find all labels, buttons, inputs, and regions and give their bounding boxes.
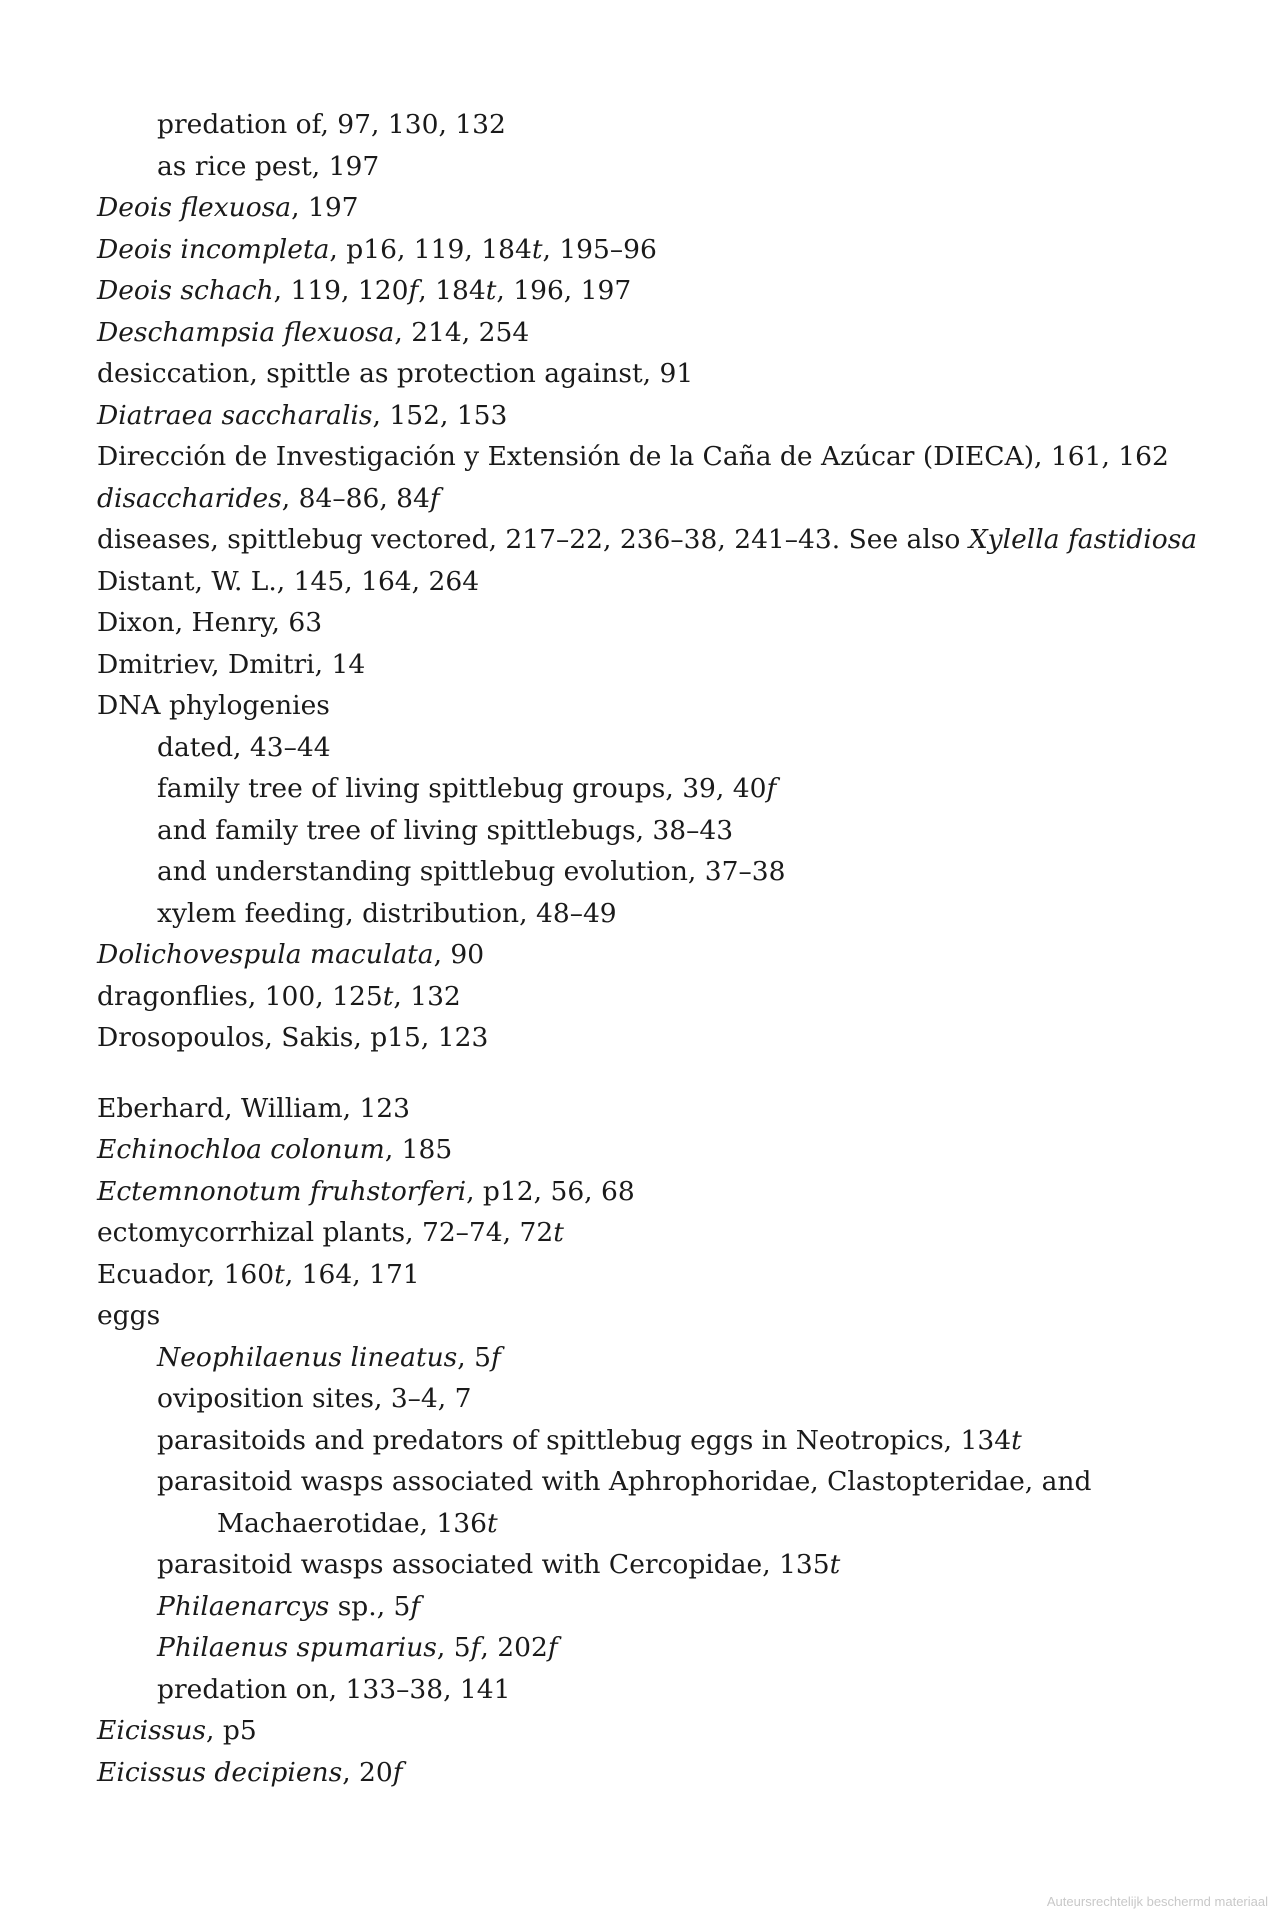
entry-text: eggs (97, 1300, 161, 1331)
entry-text: t (382, 980, 394, 1012)
entry-text: , 5 (457, 1341, 491, 1373)
entry-text: Dixon, Henry, 63 (97, 607, 323, 638)
entry-text: , p16, 119, 184 (329, 233, 532, 265)
entry-text: diseases, spittlebug vectored, 217–22, 236–38, 241–43. See also (97, 524, 969, 555)
entry-text: , 5 (436, 1632, 471, 1663)
index-subentry (97, 1461, 1217, 1503)
entry-text: Deois schach (97, 275, 274, 306)
entry-text: , 90 (433, 939, 485, 970)
entry-text: , 184 (418, 275, 486, 306)
index-subentry (97, 768, 1217, 810)
index-entry (97, 1129, 1217, 1171)
index-subentry (97, 851, 1217, 893)
index-subentry (97, 1627, 1217, 1669)
entry-text: dragonflies, 100, 125 (97, 980, 383, 1012)
entry-text: sp., 5 (329, 1590, 411, 1622)
entry-text: Deois flexuosa (97, 192, 292, 223)
entry-text: t (531, 233, 543, 265)
entry-text: , 214, 254 (394, 316, 530, 348)
entry-text: , 197 (291, 192, 359, 223)
entry-text: parasitoids and predators of spittlebug eggs in Neotropics, 134 (157, 1424, 1012, 1456)
section-gap (97, 1059, 1217, 1088)
index-entry (97, 976, 1217, 1018)
entry-text: , 84–86, 84 (281, 482, 430, 514)
entry-text: and understanding spittlebug evolution, 37–38 (157, 856, 786, 887)
copyright-watermark: Auteursrechtelijk beschermd materiaal (1046, 1894, 1268, 1909)
entry-text: , 20 (342, 1756, 393, 1788)
entry-text: , 132 (393, 980, 461, 1012)
index-entry (97, 436, 1217, 478)
entry-text: , 119, 120 (273, 275, 409, 306)
entry-text: Diatraea saccharalis (97, 399, 373, 431)
entry-text: , 196, 197 (496, 275, 632, 306)
entry-text: t (274, 1258, 285, 1290)
entry-text: parasitoid wasps associated with Aphrophoridae, Clastopteridae, and (157, 1466, 1092, 1497)
entry-text: f (547, 1632, 558, 1663)
entry-text: Ectemnonotum fruhstorferi (97, 1175, 467, 1207)
index-entry (97, 1088, 1217, 1130)
entry-text: Deschampsia flexuosa (97, 316, 395, 348)
entry-text: Machaerotidae, 136 (217, 1507, 487, 1539)
entry-text: as rice pest, 197 (157, 150, 380, 182)
index-entry (97, 270, 1217, 312)
entry-text: DNA phylogenies (97, 690, 330, 721)
entry-text: , 195–96 (542, 233, 657, 265)
entry-text: , 185 (384, 1134, 453, 1165)
entry-text: disaccharides (97, 482, 282, 514)
index-page (97, 104, 1217, 1793)
entry-text: xylem feeding, distribution, 48–49 (157, 897, 617, 929)
entry-text: Deois incompleta (97, 233, 330, 265)
index-subentry (97, 810, 1217, 852)
index-entry (97, 602, 1217, 644)
entry-text: Distant, W. L., 145, 164, 264 (97, 565, 480, 597)
index-entry (97, 519, 1217, 561)
index-subentry (97, 1503, 1217, 1545)
entry-text: Eicissus decipiens (97, 1756, 343, 1788)
index-entry (97, 353, 1217, 395)
entry-text: Eicissus (97, 1715, 207, 1746)
entry-text: oviposition sites, 3–4, 7 (157, 1383, 472, 1414)
entry-text: t (553, 1217, 564, 1248)
entry-text: Dolichovespula maculata (97, 939, 434, 970)
entry-text: t (486, 1507, 498, 1539)
index-entry (97, 685, 1217, 727)
entry-text: f (766, 773, 777, 804)
index-entry (97, 478, 1217, 520)
entry-text: predation of, 97, 130, 132 (157, 109, 506, 140)
index-entry (97, 1171, 1217, 1213)
index-entry (97, 1254, 1217, 1296)
entry-text: t (829, 1549, 841, 1580)
index-subentry (97, 1544, 1217, 1586)
index-entry (97, 395, 1217, 437)
entry-text: Dirección de Investigación y Extensión de la Caña de Azúcar (DIECA), 161, 162 (97, 441, 1169, 472)
index-subentry (97, 1669, 1217, 1711)
entry-text: t (1011, 1424, 1022, 1456)
index-entry (97, 1710, 1217, 1752)
entry-text: f (490, 1341, 501, 1373)
index-entry (97, 1752, 1217, 1794)
entry-text: f (392, 1756, 403, 1788)
entry-text: Philaenus spumarius (157, 1632, 437, 1663)
entry-text: predation on, 133–38, 141 (157, 1673, 511, 1705)
entry-text: t (485, 275, 497, 306)
entry-text: Neophilaenus lineatus (157, 1341, 458, 1373)
entry-text: and family tree of living spittlebugs, 38–43 (157, 814, 734, 846)
index-subentry (97, 1420, 1217, 1462)
entry-text: dated, 43–44 (157, 731, 331, 763)
index-subentry (97, 1586, 1217, 1628)
index-subentry (97, 1378, 1217, 1420)
entry-text: parasitoid wasps associated with Cercopidae, 135 (157, 1549, 830, 1580)
index-entry (97, 229, 1217, 271)
entry-text: desiccation, spittle as protection against, 91 (97, 358, 694, 389)
entry-text: , 152, 153 (372, 399, 508, 431)
entry-text: , 202 (480, 1632, 548, 1663)
index-entry (97, 561, 1217, 603)
entry-text: Philaenarcys (157, 1590, 330, 1622)
entry-text: ectomycorrhizal plants, 72–74, 72 (97, 1217, 554, 1248)
entry-text: , p5 (206, 1715, 257, 1746)
entry-text: Xylella fastidiosa (968, 524, 1198, 555)
index-subentry (97, 727, 1217, 769)
index-entry (97, 312, 1217, 354)
entry-text: family tree of living spittlebug groups, 39, 40 (157, 773, 767, 804)
index-subentry (97, 893, 1217, 935)
index-subentry (97, 104, 1217, 146)
index-entry (97, 1212, 1217, 1254)
entry-text: f (470, 1632, 481, 1663)
entry-text: Eberhard, William, 123 (97, 1092, 411, 1124)
index-entry (97, 644, 1217, 686)
index-subentry (97, 146, 1217, 188)
entry-text: Ecuador, 160 (97, 1258, 275, 1290)
entry-text: Drosopoulos, Sakis, p15, 123 (97, 1022, 489, 1053)
entry-text: f (410, 1590, 421, 1622)
entry-text: , p12, 56, 68 (466, 1175, 635, 1207)
entry-text: f (429, 482, 440, 514)
entry-text: , 164, 171 (284, 1258, 420, 1290)
index-entry (97, 187, 1217, 229)
entry-text: Echinochloa colonum (97, 1134, 385, 1165)
index-entry (97, 934, 1217, 976)
index-entry (97, 1017, 1217, 1059)
entry-text: Dmitriev, Dmitri, 14 (97, 648, 366, 680)
index-subentry (97, 1337, 1217, 1379)
entry-text: f (408, 275, 419, 306)
index-entry (97, 1295, 1217, 1337)
